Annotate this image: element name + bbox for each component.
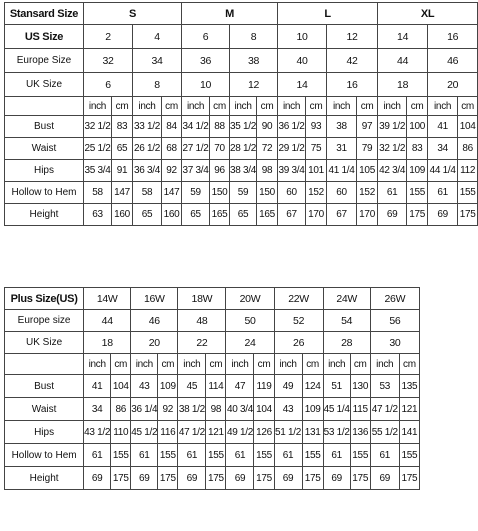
plus-size-label: 14W bbox=[84, 288, 131, 310]
measurement-value: 147 bbox=[162, 182, 182, 204]
unit-label: inch bbox=[278, 97, 306, 116]
size-value: 30 bbox=[370, 332, 419, 354]
measurement-value: 83 bbox=[112, 116, 133, 138]
measurement-value: 152 bbox=[306, 182, 327, 204]
measurement-value: 109 bbox=[407, 160, 428, 182]
measurement-value: 44 1/4 bbox=[428, 160, 458, 182]
measurement-value: 98 bbox=[206, 398, 226, 421]
measurement-value: 72 bbox=[257, 138, 278, 160]
measurement-value: 98 bbox=[257, 160, 278, 182]
measurement-value: 65 bbox=[230, 204, 257, 226]
measurement-value: 155 bbox=[111, 444, 131, 467]
size-value: 54 bbox=[323, 310, 370, 332]
standard-size-header: Stansard Size bbox=[5, 3, 84, 25]
unit-row bbox=[5, 354, 420, 375]
unit-label: cm bbox=[302, 354, 323, 375]
measurement-row bbox=[5, 421, 420, 444]
size-value: 14 bbox=[378, 25, 428, 49]
measurement-value: 121 bbox=[399, 398, 419, 421]
measurement-value: 155 bbox=[458, 182, 478, 204]
measurement-label: Height bbox=[5, 204, 84, 226]
measurement-value: 175 bbox=[302, 467, 323, 490]
measurement-value: 109 bbox=[158, 375, 178, 398]
measurement-value: 160 bbox=[162, 204, 182, 226]
size-row bbox=[5, 332, 420, 354]
size-value: 6 bbox=[84, 73, 133, 97]
unit-label: cm bbox=[210, 97, 230, 116]
measurement-label: Waist bbox=[5, 398, 84, 421]
unit-label: inch bbox=[182, 97, 210, 116]
measurement-value: 83 bbox=[407, 138, 428, 160]
measurement-value: 35 1/2 bbox=[230, 116, 257, 138]
measurement-value: 36 1/4 bbox=[131, 398, 158, 421]
measurement-value: 61 bbox=[131, 444, 158, 467]
unit-label: inch bbox=[370, 354, 399, 375]
measurement-row bbox=[5, 375, 420, 398]
unit-label: cm bbox=[399, 354, 419, 375]
measurement-value: 32 1/2 bbox=[378, 138, 407, 160]
measurement-value: 38 1/2 bbox=[178, 398, 206, 421]
measurement-value: 65 bbox=[182, 204, 210, 226]
plus-size-label: 18W bbox=[178, 288, 226, 310]
measurement-label: Hips bbox=[5, 421, 84, 444]
unit-label: cm bbox=[407, 97, 428, 116]
measurement-value: 155 bbox=[302, 444, 323, 467]
measurement-value: 155 bbox=[254, 444, 274, 467]
size-value: 36 bbox=[182, 49, 230, 73]
measurement-value: 114 bbox=[206, 375, 226, 398]
measurement-value: 69 bbox=[131, 467, 158, 490]
unit-label: cm bbox=[306, 97, 327, 116]
measurement-value: 41 1/4 bbox=[327, 160, 357, 182]
measurement-value: 63 bbox=[84, 204, 112, 226]
size-value: 48 bbox=[178, 310, 226, 332]
unit-label: inch bbox=[178, 354, 206, 375]
measurement-value: 36 1/2 bbox=[278, 116, 306, 138]
standard-size-table bbox=[4, 2, 478, 226]
size-value: 52 bbox=[274, 310, 323, 332]
unit-label: cm bbox=[112, 97, 133, 116]
measurement-value: 90 bbox=[257, 116, 278, 138]
measurement-value: 45 bbox=[178, 375, 206, 398]
measurement-value: 86 bbox=[111, 398, 131, 421]
size-row bbox=[5, 310, 420, 332]
measurement-value: 41 bbox=[428, 116, 458, 138]
size-value: 44 bbox=[84, 310, 131, 332]
size-row bbox=[5, 49, 478, 73]
unit-label: cm bbox=[162, 97, 182, 116]
measurement-value: 45 1/4 bbox=[323, 398, 350, 421]
measurement-value: 42 3/4 bbox=[378, 160, 407, 182]
size-value: 18 bbox=[84, 332, 131, 354]
measurement-value: 61 bbox=[178, 444, 206, 467]
measurement-value: 110 bbox=[111, 421, 131, 444]
measurement-value: 150 bbox=[210, 182, 230, 204]
measurement-value: 130 bbox=[350, 375, 370, 398]
measurement-value: 47 1/2 bbox=[370, 398, 399, 421]
size-value: 40 bbox=[278, 49, 327, 73]
measurement-value: 27 1/2 bbox=[182, 138, 210, 160]
size-value: 20 bbox=[428, 73, 478, 97]
plus-size-table-body bbox=[5, 288, 420, 490]
measurement-value: 45 1/2 bbox=[131, 421, 158, 444]
measurement-value: 175 bbox=[399, 467, 419, 490]
measurement-value: 34 bbox=[428, 138, 458, 160]
unit-label: inch bbox=[226, 354, 254, 375]
measurement-value: 86 bbox=[458, 138, 478, 160]
measurement-value: 119 bbox=[254, 375, 274, 398]
measurement-value: 31 bbox=[327, 138, 357, 160]
size-row bbox=[5, 73, 478, 97]
measurement-value: 93 bbox=[306, 116, 327, 138]
measurement-value: 69 bbox=[370, 467, 399, 490]
measurement-value: 61 bbox=[370, 444, 399, 467]
measurement-value: 170 bbox=[306, 204, 327, 226]
measurement-value: 104 bbox=[111, 375, 131, 398]
measurement-value: 33 1/2 bbox=[133, 116, 162, 138]
measurement-value: 40 3/4 bbox=[226, 398, 254, 421]
measurement-value: 61 bbox=[274, 444, 302, 467]
size-value: 14 bbox=[278, 73, 327, 97]
measurement-value: 150 bbox=[257, 182, 278, 204]
measurement-value: 175 bbox=[111, 467, 131, 490]
measurement-value: 61 bbox=[226, 444, 254, 467]
measurement-value: 69 bbox=[178, 467, 206, 490]
measurement-value: 69 bbox=[428, 204, 458, 226]
measurement-value: 47 bbox=[226, 375, 254, 398]
measurement-value: 61 bbox=[428, 182, 458, 204]
size-row-label: UK Size bbox=[5, 73, 84, 97]
unit-label: inch bbox=[428, 97, 458, 116]
measurement-value: 25 1/2 bbox=[84, 138, 112, 160]
size-value: 4 bbox=[133, 25, 182, 49]
measurement-value: 175 bbox=[458, 204, 478, 226]
measurement-row bbox=[5, 160, 478, 182]
measurement-value: 152 bbox=[357, 182, 378, 204]
measurement-value: 155 bbox=[158, 444, 178, 467]
unit-label: cm bbox=[458, 97, 478, 116]
size-value: 46 bbox=[131, 310, 178, 332]
plus-size-table bbox=[4, 287, 420, 490]
size-row-label: US Size bbox=[5, 25, 84, 49]
measurement-value: 92 bbox=[158, 398, 178, 421]
size-value: 22 bbox=[178, 332, 226, 354]
measurement-value: 32 1/2 bbox=[84, 116, 112, 138]
measurement-row bbox=[5, 138, 478, 160]
size-value: 12 bbox=[230, 73, 278, 97]
unit-row-label bbox=[5, 97, 84, 116]
measurement-value: 39 3/4 bbox=[278, 160, 306, 182]
measurement-value: 53 1/2 bbox=[323, 421, 350, 444]
measurement-value: 26 1/2 bbox=[133, 138, 162, 160]
measurement-value: 67 bbox=[327, 204, 357, 226]
unit-row bbox=[5, 97, 478, 116]
measurement-value: 109 bbox=[302, 398, 323, 421]
size-value: 16 bbox=[428, 25, 478, 49]
measurement-value: 67 bbox=[278, 204, 306, 226]
measurement-label: Bust bbox=[5, 116, 84, 138]
plus-size-label: 20W bbox=[226, 288, 274, 310]
measurement-value: 115 bbox=[350, 398, 370, 421]
measurement-value: 121 bbox=[206, 421, 226, 444]
size-value: 44 bbox=[378, 49, 428, 73]
measurement-value: 155 bbox=[407, 182, 428, 204]
size-row-label: Europe Size bbox=[5, 49, 84, 73]
unit-label: cm bbox=[254, 354, 274, 375]
unit-label: inch bbox=[327, 97, 357, 116]
measurement-value: 58 bbox=[133, 182, 162, 204]
size-group-header-row bbox=[5, 3, 478, 25]
plus-size-header-row bbox=[5, 288, 420, 310]
size-value: 46 bbox=[428, 49, 478, 73]
size-value: 56 bbox=[370, 310, 419, 332]
measurement-value: 43 bbox=[131, 375, 158, 398]
standard-size-table-body bbox=[5, 3, 478, 226]
measurement-value: 175 bbox=[206, 467, 226, 490]
unit-row-label bbox=[5, 354, 84, 375]
measurement-value: 88 bbox=[210, 116, 230, 138]
measurement-value: 155 bbox=[206, 444, 226, 467]
measurement-value: 175 bbox=[254, 467, 274, 490]
size-group-label: M bbox=[182, 3, 278, 25]
unit-label: cm bbox=[257, 97, 278, 116]
plus-size-label: 16W bbox=[131, 288, 178, 310]
plus-size-label: 24W bbox=[323, 288, 370, 310]
measurement-value: 69 bbox=[323, 467, 350, 490]
measurement-value: 116 bbox=[158, 421, 178, 444]
unit-label: inch bbox=[378, 97, 407, 116]
size-row-label: Europe size bbox=[5, 310, 84, 332]
measurement-value: 69 bbox=[274, 467, 302, 490]
measurement-value: 60 bbox=[278, 182, 306, 204]
unit-label: inch bbox=[323, 354, 350, 375]
measurement-value: 65 bbox=[112, 138, 133, 160]
measurement-row bbox=[5, 116, 478, 138]
measurement-value: 43 1/2 bbox=[84, 421, 111, 444]
measurement-label: Hollow to Hem bbox=[5, 444, 84, 467]
size-value: 20 bbox=[131, 332, 178, 354]
measurement-value: 37 3/4 bbox=[182, 160, 210, 182]
size-value: 2 bbox=[84, 25, 133, 49]
measurement-value: 131 bbox=[302, 421, 323, 444]
measurement-row bbox=[5, 204, 478, 226]
measurement-value: 61 bbox=[378, 182, 407, 204]
measurement-value: 92 bbox=[162, 160, 182, 182]
size-value: 32 bbox=[84, 49, 133, 73]
measurement-label: Bust bbox=[5, 375, 84, 398]
measurement-value: 155 bbox=[350, 444, 370, 467]
plus-size-label: 26W bbox=[370, 288, 419, 310]
measurement-value: 28 1/2 bbox=[230, 138, 257, 160]
size-value: 10 bbox=[278, 25, 327, 49]
size-value: 16 bbox=[327, 73, 378, 97]
size-value: 28 bbox=[323, 332, 370, 354]
measurement-value: 29 1/2 bbox=[278, 138, 306, 160]
measurement-value: 60 bbox=[327, 182, 357, 204]
measurement-value: 165 bbox=[257, 204, 278, 226]
measurement-value: 38 bbox=[327, 116, 357, 138]
measurement-value: 136 bbox=[350, 421, 370, 444]
size-value: 8 bbox=[230, 25, 278, 49]
size-value: 10 bbox=[182, 73, 230, 97]
size-value: 18 bbox=[378, 73, 428, 97]
measurement-value: 165 bbox=[210, 204, 230, 226]
unit-label: cm bbox=[350, 354, 370, 375]
measurement-value: 101 bbox=[306, 160, 327, 182]
measurement-row bbox=[5, 467, 420, 490]
measurement-value: 175 bbox=[350, 467, 370, 490]
measurement-value: 70 bbox=[210, 138, 230, 160]
size-value: 26 bbox=[274, 332, 323, 354]
measurement-value: 170 bbox=[357, 204, 378, 226]
measurement-value: 135 bbox=[399, 375, 419, 398]
measurement-value: 79 bbox=[357, 138, 378, 160]
measurement-value: 124 bbox=[302, 375, 323, 398]
measurement-value: 61 bbox=[323, 444, 350, 467]
measurement-label: Waist bbox=[5, 138, 84, 160]
plus-size-header: Plus Size(US) bbox=[5, 288, 84, 310]
size-group-label: XL bbox=[378, 3, 478, 25]
size-group-label: L bbox=[278, 3, 378, 25]
measurement-value: 61 bbox=[84, 444, 111, 467]
unit-label: cm bbox=[206, 354, 226, 375]
measurement-value: 147 bbox=[112, 182, 133, 204]
measurement-label: Hips bbox=[5, 160, 84, 182]
measurement-value: 175 bbox=[407, 204, 428, 226]
measurement-label: Hollow to Hem bbox=[5, 182, 84, 204]
measurement-value: 51 bbox=[323, 375, 350, 398]
measurement-value: 38 3/4 bbox=[230, 160, 257, 182]
measurement-value: 126 bbox=[254, 421, 274, 444]
measurement-value: 97 bbox=[357, 116, 378, 138]
measurement-value: 84 bbox=[162, 116, 182, 138]
measurement-row bbox=[5, 398, 420, 421]
measurement-value: 51 1/2 bbox=[274, 421, 302, 444]
measurement-value: 43 bbox=[274, 398, 302, 421]
measurement-value: 104 bbox=[458, 116, 478, 138]
measurement-value: 41 bbox=[84, 375, 111, 398]
measurement-value: 34 1/2 bbox=[182, 116, 210, 138]
measurement-value: 53 bbox=[370, 375, 399, 398]
measurement-value: 55 1/2 bbox=[370, 421, 399, 444]
measurement-value: 58 bbox=[84, 182, 112, 204]
measurement-row bbox=[5, 182, 478, 204]
unit-label: inch bbox=[230, 97, 257, 116]
measurement-value: 100 bbox=[407, 116, 428, 138]
measurement-value: 69 bbox=[226, 467, 254, 490]
unit-label: cm bbox=[357, 97, 378, 116]
size-value: 8 bbox=[133, 73, 182, 97]
measurement-value: 69 bbox=[84, 467, 111, 490]
measurement-value: 39 1/2 bbox=[378, 116, 407, 138]
size-value: 34 bbox=[133, 49, 182, 73]
measurement-value: 104 bbox=[254, 398, 274, 421]
measurement-value: 160 bbox=[112, 204, 133, 226]
size-value: 12 bbox=[327, 25, 378, 49]
measurement-value: 49 1/2 bbox=[226, 421, 254, 444]
measurement-value: 96 bbox=[210, 160, 230, 182]
unit-label: inch bbox=[274, 354, 302, 375]
measurement-value: 141 bbox=[399, 421, 419, 444]
size-row-label: UK Size bbox=[5, 332, 84, 354]
unit-label: inch bbox=[84, 97, 112, 116]
measurement-value: 68 bbox=[162, 138, 182, 160]
size-row bbox=[5, 25, 478, 49]
measurement-row bbox=[5, 444, 420, 467]
size-value: 6 bbox=[182, 25, 230, 49]
measurement-value: 69 bbox=[378, 204, 407, 226]
measurement-value: 75 bbox=[306, 138, 327, 160]
size-value: 42 bbox=[327, 49, 378, 73]
measurement-value: 49 bbox=[274, 375, 302, 398]
measurement-value: 59 bbox=[182, 182, 210, 204]
measurement-value: 36 3/4 bbox=[133, 160, 162, 182]
size-value: 38 bbox=[230, 49, 278, 73]
measurement-value: 47 1/2 bbox=[178, 421, 206, 444]
measurement-label: Height bbox=[5, 467, 84, 490]
measurement-value: 35 3/4 bbox=[84, 160, 112, 182]
measurement-value: 59 bbox=[230, 182, 257, 204]
unit-label: inch bbox=[133, 97, 162, 116]
measurement-value: 34 bbox=[84, 398, 111, 421]
size-group-label: S bbox=[84, 3, 182, 25]
plus-size-label: 22W bbox=[274, 288, 323, 310]
measurement-value: 105 bbox=[357, 160, 378, 182]
measurement-value: 175 bbox=[158, 467, 178, 490]
measurement-value: 91 bbox=[112, 160, 133, 182]
measurement-value: 112 bbox=[458, 160, 478, 182]
unit-label: cm bbox=[111, 354, 131, 375]
unit-label: cm bbox=[158, 354, 178, 375]
measurement-value: 155 bbox=[399, 444, 419, 467]
measurement-value: 65 bbox=[133, 204, 162, 226]
unit-label: inch bbox=[131, 354, 158, 375]
unit-label: inch bbox=[84, 354, 111, 375]
size-value: 24 bbox=[226, 332, 274, 354]
size-value: 50 bbox=[226, 310, 274, 332]
